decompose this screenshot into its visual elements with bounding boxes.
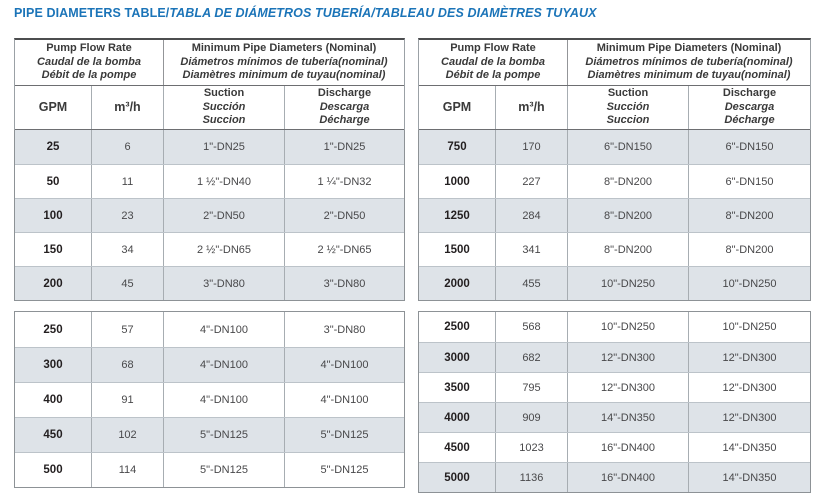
table-row [419, 130, 810, 164]
gpm-cell: 1000 [419, 165, 496, 198]
discharge-cell: 10"-DN250 [722, 321, 777, 333]
discharge-cell: 4"-DN100 [320, 394, 369, 406]
header-line: Suction [607, 87, 649, 100]
suction-cell: 12"-DN300 [568, 343, 689, 372]
page-title-plain: PIPE DIAMETERS TABLE/ [14, 6, 170, 20]
m3h-cell: 45 [92, 267, 164, 300]
m3h-cell: 91 [92, 383, 164, 417]
m3h-cell: 227 [496, 165, 568, 198]
table-section [14, 130, 405, 301]
discharge-cell: 2"-DN50 [323, 209, 366, 222]
gpm-cell: 750 [419, 130, 496, 164]
gpm-cell: 25 [15, 130, 92, 164]
header-discharge [285, 86, 404, 129]
suction-cell: 2 ½"-DN65 [164, 233, 285, 266]
table-header [418, 38, 811, 130]
m3h-cell: 102 [92, 418, 164, 452]
header-line: Descarga [724, 100, 775, 113]
suction-cell: 8"-DN200 [568, 233, 689, 266]
header-line: Discharge [317, 87, 372, 100]
m3h-cell: 682 [496, 343, 568, 372]
suction-cell: 16"-DN400 [568, 433, 689, 462]
suction-cell: 10"-DN250 [568, 312, 689, 342]
discharge-cell: 5"-DN125 [320, 464, 369, 476]
header-line: Décharge [319, 114, 370, 127]
header-pump-flow-rate [419, 40, 568, 85]
m3h-cell: 1023 [496, 433, 568, 462]
header-line: Pump Flow Rate [46, 42, 132, 55]
discharge-cell: 12"-DN300 [722, 411, 777, 424]
suction-cell: 12"-DN300 [568, 373, 689, 402]
suction-cell: 5"-DN125 [164, 418, 285, 452]
gpm-cell: 250 [15, 312, 92, 347]
gpm-cell: 1500 [419, 233, 496, 266]
header-line: Succion [606, 114, 650, 127]
m3h-cell: 114 [92, 453, 164, 487]
table-row [15, 232, 404, 266]
suction-cell: 1 ½"-DN40 [164, 165, 285, 198]
table-row [419, 312, 810, 342]
discharge-cell: 6"-DN150 [725, 141, 774, 153]
header-pump-flow-rate [15, 40, 164, 85]
header-m3h: m³/h [496, 86, 568, 129]
gpm-cell: 4500 [419, 433, 496, 462]
suction-cell: 8"-DN200 [568, 165, 689, 198]
discharge-cell: 1 ¼"-DN32 [317, 175, 372, 188]
table-row [419, 432, 810, 462]
table-row [15, 266, 404, 300]
header-line: Succión [606, 100, 650, 113]
table-row [419, 164, 810, 198]
gpm-cell: 200 [15, 267, 92, 300]
page-title [14, 6, 597, 20]
m3h-cell: 11 [92, 165, 164, 198]
header-gpm: GPM [15, 86, 92, 129]
discharge-cell: 4"-DN100 [320, 359, 369, 371]
m3h-cell: 68 [92, 348, 164, 382]
m3h-cell: 341 [496, 233, 568, 266]
discharge-cell: 1"-DN25 [323, 141, 366, 153]
suction-cell: 8"-DN200 [568, 199, 689, 232]
gpm-cell: 100 [15, 199, 92, 232]
table-section [418, 311, 811, 493]
header-line: Minimum Pipe Diameters (Nominal) [191, 42, 377, 55]
suction-cell: 3"-DN80 [164, 267, 285, 300]
discharge-cell: 12"-DN300 [722, 351, 777, 364]
table-row [15, 130, 404, 164]
table-row [419, 232, 810, 266]
pipe-table-high-flow [418, 38, 811, 493]
suction-cell: 10"-DN250 [568, 267, 689, 300]
m3h-cell: 909 [496, 403, 568, 432]
m3h-cell: 568 [496, 312, 568, 342]
m3h-cell: 57 [92, 312, 164, 347]
header-line: Succión [202, 100, 246, 113]
m3h-cell: 23 [92, 199, 164, 232]
discharge-cell: 8"-DN200 [725, 243, 774, 256]
discharge-cell: 14"-DN350 [722, 441, 777, 454]
discharge-cell: 12"-DN300 [722, 381, 777, 394]
header-discharge [689, 86, 810, 129]
gpm-cell: 2000 [419, 267, 496, 300]
table-row [15, 312, 404, 347]
header-suction [164, 86, 285, 129]
discharge-cell: 14"-DN350 [722, 471, 777, 484]
m3h-cell: 1136 [496, 463, 568, 492]
table-row [419, 198, 810, 232]
m3h-cell: 795 [496, 373, 568, 402]
table-row [15, 417, 404, 452]
table-section [418, 130, 811, 301]
table-row [419, 402, 810, 432]
table-row [419, 372, 810, 402]
header-column-row [15, 86, 404, 130]
table-row [15, 452, 404, 487]
header-min-pipe-diameters [568, 40, 810, 85]
gpm-cell: 400 [15, 383, 92, 417]
header-gpm: GPM [419, 86, 496, 129]
gpm-cell: 1250 [419, 199, 496, 232]
discharge-cell: 2 ½"-DN65 [317, 243, 372, 256]
discharge-cell: 3"-DN80 [323, 277, 366, 290]
header-line: Suction [203, 87, 245, 100]
table-row [419, 342, 810, 372]
pipe-table-low-flow [14, 38, 405, 488]
suction-cell: 4"-DN100 [164, 383, 285, 417]
header-group-row [419, 40, 810, 86]
table-row [15, 164, 404, 198]
header-line: Pump Flow Rate [450, 42, 536, 55]
table-row [15, 347, 404, 382]
gpm-cell: 300 [15, 348, 92, 382]
header-suction [568, 86, 689, 129]
suction-cell: 4"-DN100 [164, 312, 285, 347]
discharge-cell: 3"-DN80 [323, 323, 366, 336]
header-line: Débit de la pompe [445, 69, 541, 82]
gpm-cell: 4000 [419, 403, 496, 432]
gpm-cell: 3500 [419, 373, 496, 402]
suction-cell: 6"-DN150 [568, 130, 689, 164]
gpm-cell: 2500 [419, 312, 496, 342]
gpm-cell: 5000 [419, 463, 496, 492]
header-line: Diámetros mínimos de tubería(nominal) [585, 55, 793, 68]
table-row [419, 462, 810, 492]
suction-cell: 16"-DN400 [568, 463, 689, 492]
m3h-cell: 170 [496, 130, 568, 164]
header-line: Descarga [319, 100, 370, 113]
header-line: Minimum Pipe Diameters (Nominal) [596, 42, 782, 55]
m3h-cell: 284 [496, 199, 568, 232]
header-line: Diamètres minimum de tuyau(nominal) [182, 69, 386, 82]
table-row [15, 382, 404, 417]
suction-cell: 5"-DN125 [164, 453, 285, 487]
discharge-cell: 10"-DN250 [722, 277, 777, 290]
gpm-cell: 500 [15, 453, 92, 487]
suction-cell: 14"-DN350 [568, 403, 689, 432]
discharge-cell: 6"-DN150 [725, 175, 774, 188]
m3h-cell: 455 [496, 267, 568, 300]
page-title-italic: TABLA DE DIÁMETROS TUBERÍA/TABLEAU DES DIAMÈTRES TUYAUX [169, 6, 597, 20]
header-line: Discharge [722, 87, 777, 100]
table-row [419, 266, 810, 300]
gpm-cell: 450 [15, 418, 92, 452]
suction-cell: 2"-DN50 [164, 199, 285, 232]
header-m3h: m³/h [92, 86, 164, 129]
header-line: Succion [202, 114, 246, 127]
m3h-cell: 6 [92, 130, 164, 164]
header-line: Débit de la pompe [41, 69, 137, 82]
m3h-cell: 34 [92, 233, 164, 266]
suction-cell: 4"-DN100 [164, 348, 285, 382]
gpm-cell: 150 [15, 233, 92, 266]
suction-cell: 1"-DN25 [164, 130, 285, 164]
table-row [15, 198, 404, 232]
table-section [14, 311, 405, 488]
header-column-row [419, 86, 810, 130]
discharge-cell: 8"-DN200 [725, 209, 774, 222]
header-min-pipe-diameters [164, 40, 404, 85]
table-header [14, 38, 405, 130]
gpm-cell: 50 [15, 165, 92, 198]
header-line: Décharge [724, 114, 775, 127]
header-line: Diamètres minimum de tuyau(nominal) [587, 69, 791, 82]
header-line: Diámetros mínimos de tubería(nominal) [180, 55, 388, 68]
header-line: Caudal de la bomba [441, 55, 545, 68]
discharge-cell: 5"-DN125 [320, 429, 369, 441]
gpm-cell: 3000 [419, 343, 496, 372]
header-line: Caudal de la bomba [37, 55, 141, 68]
header-group-row [15, 40, 404, 86]
